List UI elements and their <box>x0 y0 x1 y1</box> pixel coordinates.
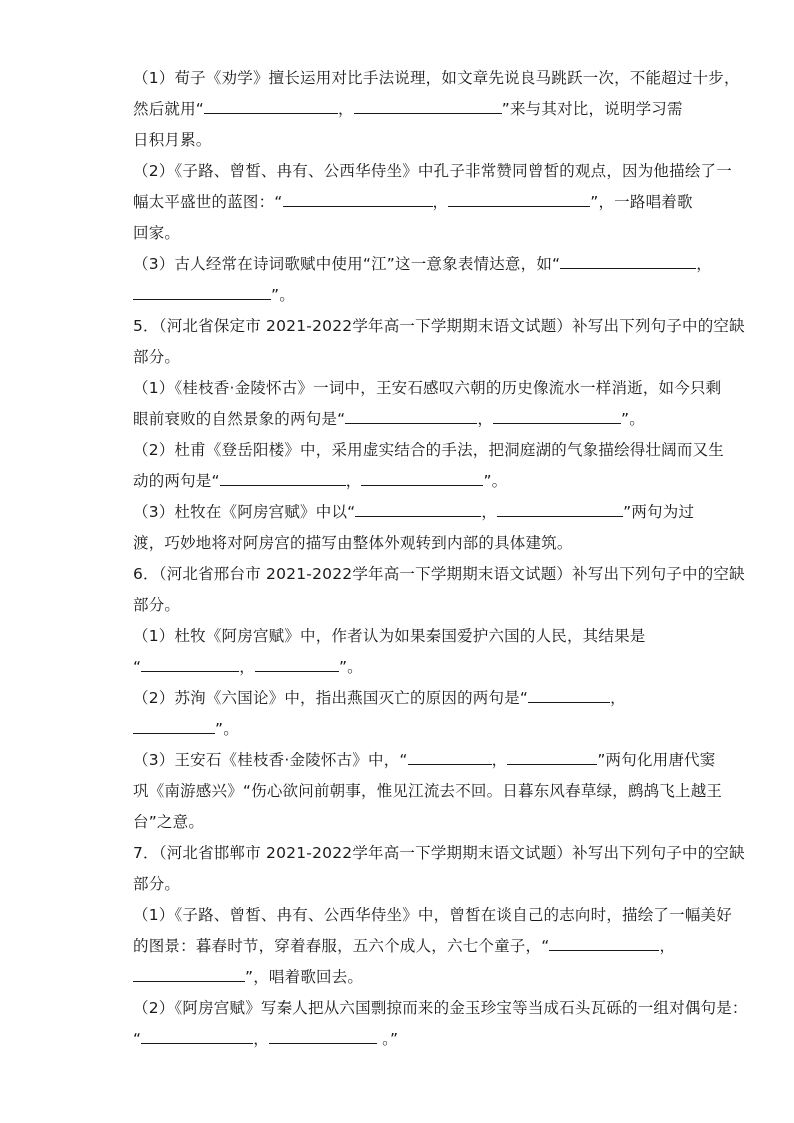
answer-blank[interactable] <box>354 99 502 114</box>
text-line: 巩《南游感兴》“伤心欲问前朝事，惟见江流去不回。日暮东风春草绿，鹧鸪飞上越王 <box>133 782 723 800</box>
answer-blank[interactable] <box>141 657 239 672</box>
text-line: ”。 <box>133 285 295 305</box>
text-line: （1）《子路、曾皙、冉有、公西华侍坐》中，曾皙在谈自己的志向时，描绘了一幅美好 <box>133 906 732 924</box>
answer-blank[interactable] <box>133 967 245 982</box>
question-heading: 6．（河北省邢台市 2021-2022学年高一下学期期末语文试题）补写出下列句子中的空缺 <box>133 565 745 583</box>
answer-blank[interactable] <box>283 192 433 207</box>
text-line: （1）杜牧《阿房宫赋》中，作者认为如果秦国爱护六国的人民，其结果是 <box>133 627 646 645</box>
answer-blank[interactable] <box>361 471 483 486</box>
text-line: ”。 <box>133 719 239 739</box>
answer-blank[interactable] <box>133 719 215 734</box>
text-line: 回家。 <box>133 224 181 242</box>
text-line: 部分。 <box>133 875 181 893</box>
text-line: （2）《阿房宫赋》写秦人把从六国剽掠而来的金玉珍宝等当成石头瓦砾的一组对偶句是： <box>133 999 748 1017</box>
answer-blank[interactable] <box>493 409 621 424</box>
answer-blank[interactable] <box>141 1029 253 1044</box>
answer-blank[interactable] <box>528 688 610 703</box>
answer-blank[interactable] <box>549 936 659 951</box>
question-heading: 7．（河北省邯郸市 2021-2022学年高一下学期期末语文试题）补写出下列句子中的空缺 <box>133 844 745 862</box>
text-line: 部分。 <box>133 348 181 366</box>
text-line: 幅太平盛世的蓝图：“ ， ”，一路唱着歌 <box>133 193 693 211</box>
text-line: （2）苏洵《六国论》中，指出燕国灭亡的原因的两句是“ ， <box>133 689 626 707</box>
text-line: “ ， 。” <box>133 1030 399 1048</box>
text-line: 动的两句是“ ， ”。 <box>133 472 508 490</box>
text-line: 眼前衰败的自然景象的两句是“ ， ”。 <box>133 410 645 428</box>
text-line: （2）《子路、曾皙、冉有、公西华侍坐》中孔子非常赞同曾皙的观点，因为他描绘了一 <box>133 162 732 180</box>
answer-blank[interactable] <box>204 99 338 114</box>
text-line: 的图景：暮春时节，穿着春服，五六个成人，六七个童子，“ ， <box>133 937 676 955</box>
text-line: 台”之意。 <box>133 813 205 831</box>
text-line: 部分。 <box>133 596 181 614</box>
answer-blank[interactable] <box>255 657 339 672</box>
text-line: 渡，巧妙地将对阿房宫的描写由整体外观转到内部的具体建筑。 <box>133 534 573 552</box>
text-line: ”，唱着歌回去。 <box>133 967 363 987</box>
answer-blank[interactable] <box>408 750 492 765</box>
text-line: “ ， ”。 <box>133 658 363 676</box>
text-line: （3）王安石《桂枝香·金陵怀古》中，“ ， ”两句化用唐代窦 <box>133 751 716 769</box>
answer-blank[interactable] <box>269 1029 377 1044</box>
text-line: （3）杜牧在《阿房宫赋》中以“ ， ”两句为过 <box>133 503 695 521</box>
text-line: 日积月累。 <box>133 131 212 149</box>
answer-blank[interactable] <box>345 409 477 424</box>
text-line: （2）杜甫《登岳阳楼》中，采用虚实结合的手法，把洞庭湖的气象描绘得壮阔而又生 <box>133 441 724 459</box>
text-line: （3）古人经常在诗词歌赋中使用“江”这一意象表情达意，如“ ， <box>133 255 712 273</box>
answer-blank[interactable] <box>220 471 346 486</box>
question-heading: 5．（河北省保定市 2021-2022学年高一下学期期末语文试题）补写出下列句子中的空缺 <box>133 317 745 335</box>
answer-blank[interactable] <box>133 285 271 300</box>
answer-blank[interactable] <box>355 502 481 517</box>
text-line: （1）荀子《劝学》擅长运用对比手法说理，如文章先说良马跳跃一次，不能超过十步， <box>133 69 740 87</box>
text-line: （1）《桂枝香·金陵怀古》一词中，王安石感叹六朝的历史像流水一样消逝，如今只剩 <box>133 379 722 397</box>
answer-blank[interactable] <box>507 750 597 765</box>
answer-blank[interactable] <box>448 192 590 207</box>
answer-blank[interactable] <box>497 502 623 517</box>
answer-blank[interactable] <box>560 254 696 269</box>
text-line: 然后就用“ ， ”来与其对比，说明学习需 <box>133 100 683 118</box>
